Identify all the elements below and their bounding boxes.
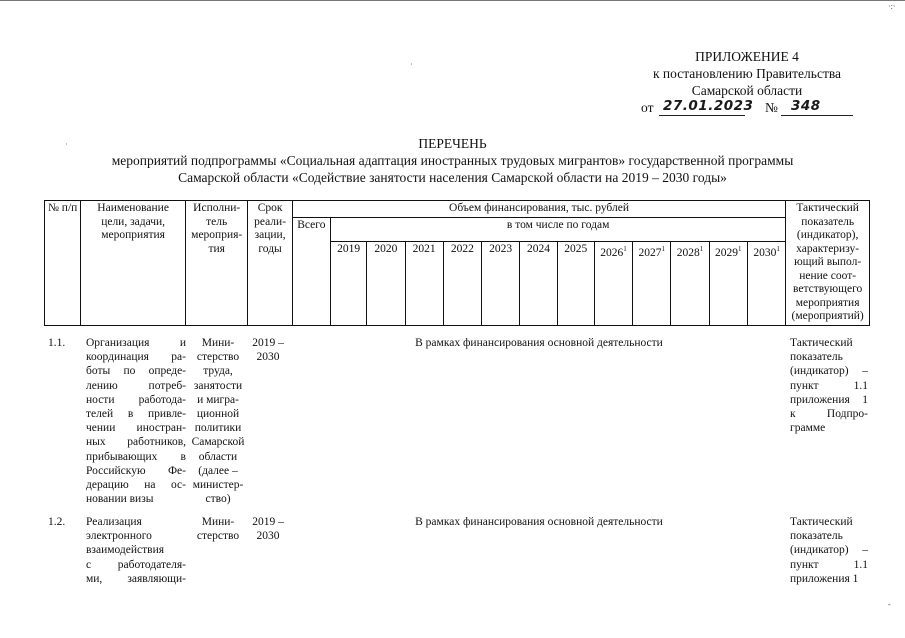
footnote-mark: 1 bbox=[699, 244, 704, 253]
year-header: 2021 bbox=[405, 241, 443, 325]
year-header: 2020 bbox=[367, 241, 405, 325]
scan-artifact: - bbox=[888, 600, 891, 609]
row-name: Организация и координация ра- боты по опреде- лению потреб- ности работода- телей в привле- чении иностран- ных работников, прибывающих в Российскую Фе- дерацию на ос- новании визы bbox=[86, 337, 186, 506]
scan-top-edge bbox=[0, 0, 905, 1]
document-heading: ПЕРЕЧЕНЬ bbox=[418, 136, 487, 151]
row-funding: В рамках финансирования основной деятельности bbox=[415, 337, 663, 349]
footnote-mark: 1 bbox=[661, 244, 665, 253]
appendix-line: Самарской области bbox=[691, 83, 803, 98]
year-header: 2029$^1$ bbox=[709, 241, 747, 325]
row-indicator: Тактический показатель (индикатор) – пункт 1.1 приложения 1 к Подпро- грамме bbox=[790, 337, 868, 435]
year-header: 2026$^1$ bbox=[594, 241, 632, 325]
scan-artifact: · bbox=[410, 60, 413, 69]
year-header: 2023 bbox=[482, 241, 520, 325]
year-header: 2024 bbox=[520, 241, 557, 325]
year-header: 2019 bbox=[331, 241, 367, 325]
document-subtitle-line2: Самарской области «Содействие занятости населения Самарской области на 2019 – 2030 годы» bbox=[178, 170, 727, 185]
row-funding: В рамках финансирования основной деятельности bbox=[415, 516, 663, 528]
scan-artifact: · bbox=[65, 140, 68, 149]
year-header: 2030$^1$ bbox=[747, 241, 785, 325]
year-header: 2025 bbox=[557, 241, 594, 325]
header-term: Срок реали-зации, годы bbox=[248, 201, 292, 326]
date-handwritten: 27.01.2023 bbox=[663, 98, 754, 114]
row-term: 2019 – 2030 bbox=[252, 516, 284, 543]
measures-table bbox=[44, 200, 870, 326]
decree-date-line bbox=[641, 100, 861, 118]
row-executor: Мини- стерство труда, занятости и мигра- ционной политики Самарской области (далее – министер- ство) bbox=[191, 337, 245, 506]
year-header: 2027$^1$ bbox=[633, 241, 671, 325]
number-underline bbox=[781, 115, 853, 116]
document-subtitle-line1: мероприятий подпрограммы «Социальная адаптация иностранных трудовых мигрантов» государственной программы bbox=[111, 153, 794, 168]
row-term: 2019 – 2030 bbox=[252, 337, 284, 364]
year-header: 2028$^1$ bbox=[671, 241, 709, 325]
footnote-mark: 1 bbox=[776, 244, 780, 253]
number-handwritten: 348 bbox=[791, 98, 821, 114]
row-executor: Мини- стерство bbox=[196, 516, 240, 543]
date-prefix: от bbox=[641, 100, 654, 115]
header-num: № п/п bbox=[45, 201, 81, 326]
appendix-title: ПРИЛОЖЕНИЕ 4 bbox=[695, 49, 799, 64]
header-total: Всего bbox=[292, 218, 330, 326]
row-indicator: Тактический показатель (индикатор) – пункт 1.1 приложения 1 bbox=[790, 516, 868, 585]
year-header: 2022 bbox=[443, 241, 481, 325]
footnote-mark: 1 bbox=[623, 244, 627, 253]
header-executor: Исполни-тель мероприя-тия bbox=[185, 201, 247, 326]
scan-artifact: ·:· bbox=[888, 2, 896, 11]
appendix-line: к постановлению Правительства bbox=[652, 66, 842, 81]
row-number: 1.1. bbox=[48, 337, 66, 349]
header-by-years: в том числе по годам bbox=[331, 218, 786, 242]
row-number: 1.2. bbox=[48, 516, 66, 528]
appendix-block bbox=[612, 48, 882, 99]
date-underline bbox=[659, 115, 745, 116]
header-indicator: Тактический показатель (индикатор), характеризу-ющий выпол-нение соот-ветствующего мероприятия (мероприятий) bbox=[786, 201, 870, 326]
header-funding: Объем финансирования, тыс. рублей bbox=[292, 201, 786, 218]
footnote-mark: 1 bbox=[738, 244, 742, 253]
header-name: Наименование цели, задачи, мероприятия bbox=[81, 201, 186, 326]
row-name: Реализация электронного взаимодействия с работодателя- ми, заявляющи- bbox=[86, 516, 186, 585]
number-prefix: № bbox=[765, 100, 778, 115]
